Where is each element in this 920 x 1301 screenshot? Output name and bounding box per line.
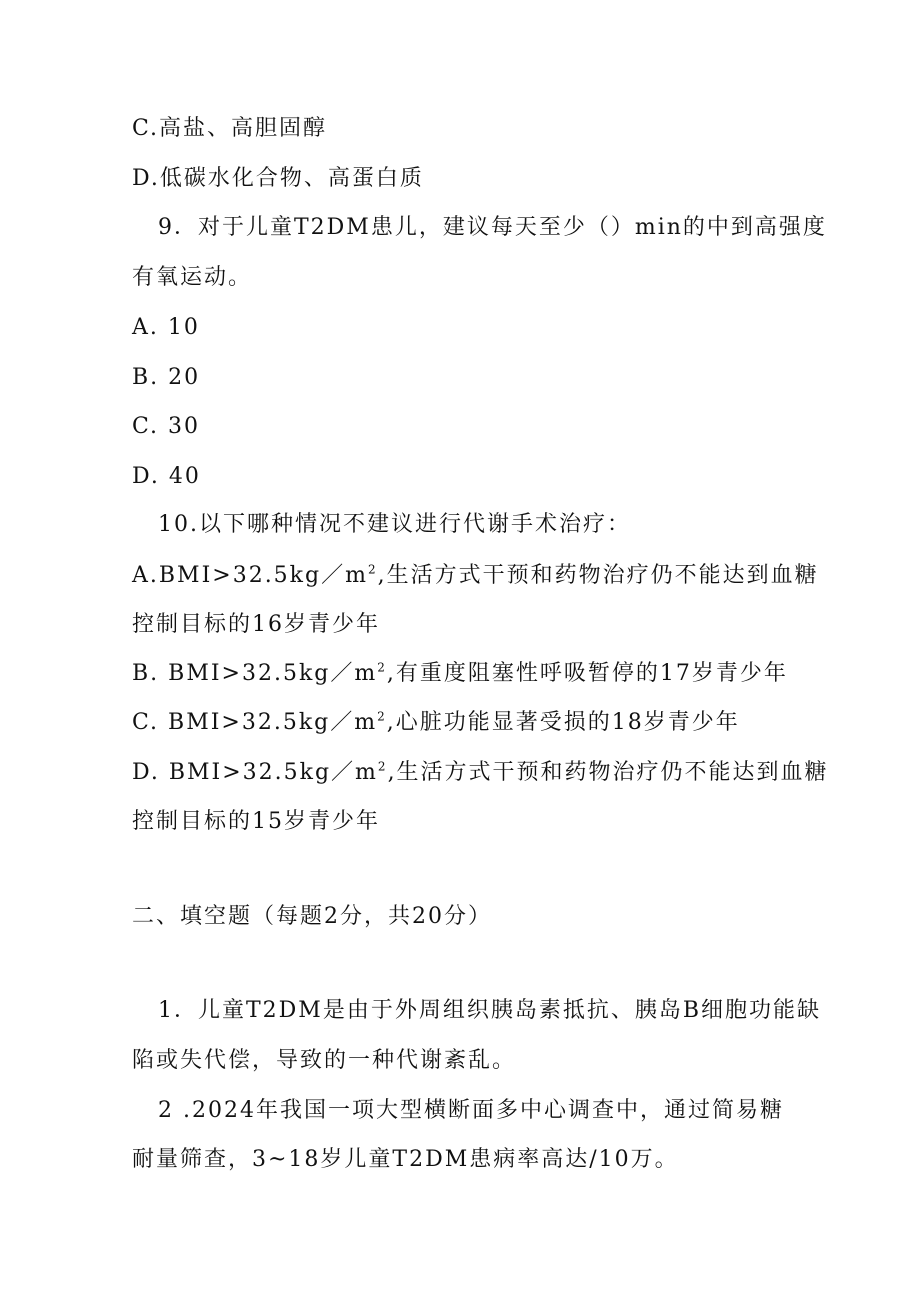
q9-option-d: D. 40 [132,464,201,489]
q10-option-c [132,708,740,738]
q10-option-c-rest: ,心脏功能显著受损的18岁青少年 [386,710,740,735]
q10-stem: 10.以下哪种情况不建议进行代谢手术治疗： [158,512,631,537]
fill1-line2: 陷或失代偿，导致的一种代谢紊乱。 [132,1048,517,1073]
q10-option-b-rest: ,有重度阻塞性呼吸暂停的17岁青少年 [386,661,788,686]
q9-stem-line2: 有氧运动。 [132,265,253,290]
q9-option-c: C. 30 [132,414,201,439]
fill1-line1: 1．儿童T2DM是由于外周组织胰岛素抵抗、胰岛B细胞功能缺 [158,998,822,1023]
q10-option-a-text: A.BMI>32.5kg／m [132,563,368,588]
q10-option-b-sup: 2 [377,660,387,675]
q10-option-b-text: B. BMI>32.5kg／m [132,661,378,686]
fill2-line1: 2 .2024年我国一项大型横断面多中心调查中，通过简易糖 [158,1098,784,1123]
q10-option-a [132,561,819,591]
q10-option-d-rest: ,生活方式干预和药物治疗仍不能达到血糖 [387,760,829,785]
q10-option-c-text: C. BMI>32.5kg／m [132,710,378,735]
q9-option-b: B. 20 [132,365,201,390]
q10-option-a-line2: 控制目标的16岁青少年 [132,612,380,637]
q8-option-d: D.低碳水化合物、高蛋白质 [132,166,424,191]
q10-option-d [132,758,829,788]
q10-option-d-text: D. BMI>32.5kg／m [132,760,378,785]
q10-option-a-rest: ,生活方式干预和药物治疗仍不能达到血糖 [377,563,819,588]
q10-option-d-sup: 2 [377,759,388,774]
q10-option-d-line2: 控制目标的15岁青少年 [132,809,380,834]
q8-option-c: C.高盐、高胆固醇 [132,116,328,141]
q9-option-a: A. 10 [132,315,200,340]
q9-stem-line1: 9．对于儿童T2DM患儿，建议每天至少（）min的中到高强度 [158,215,827,240]
fill2-line2: 耐量筛查，3~18岁儿童T2DM患病率高达/10万。 [132,1147,679,1172]
q10-option-c-sup: 2 [377,709,387,724]
q10-option-a-sup: 2 [367,562,378,577]
section2-title: 二、填空题（每题2分，共20分） [132,904,492,929]
q10-option-b [132,659,788,689]
